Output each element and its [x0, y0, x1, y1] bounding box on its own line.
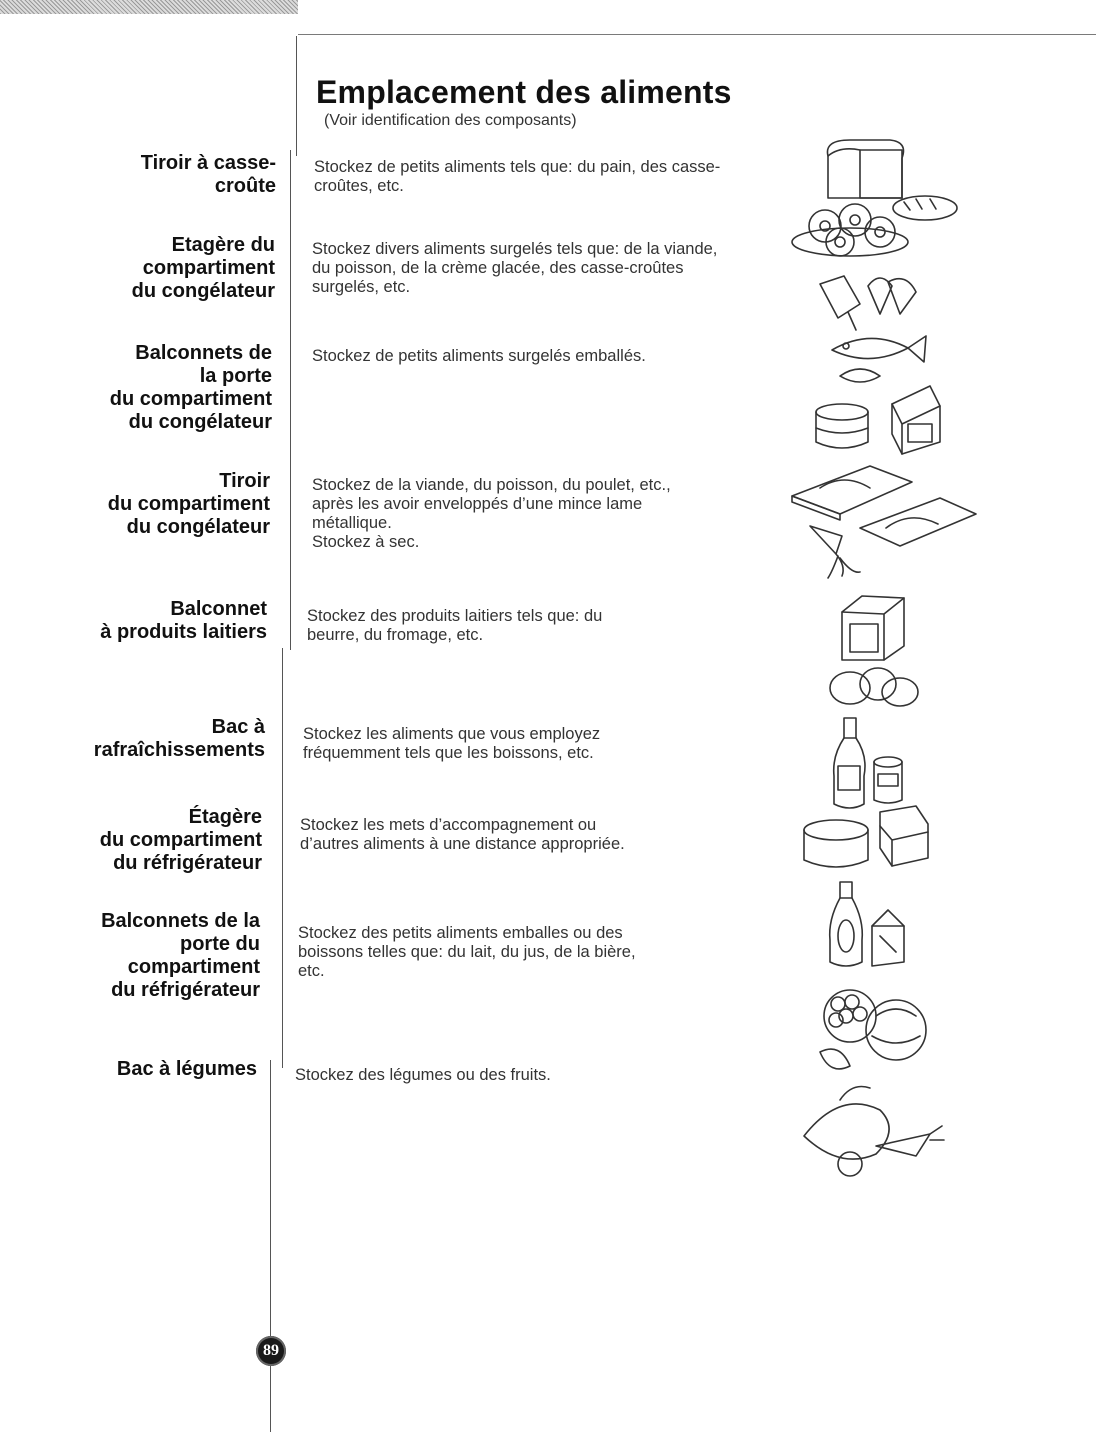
baguette-icon	[893, 196, 957, 220]
section-desc-dairy-bin: Stockez des produits laitiers tels que: du beurre, du fromage, etc.	[307, 607, 603, 644]
section-label-freezer-drawer: Tiroir du compartiment du congélateur	[107, 470, 270, 538]
section-label-snack-drawer: Tiroir à casse- croûte	[140, 152, 276, 197]
section-label-dairy-bin: Balconnet à produits laitiers	[100, 598, 267, 643]
carton-icon	[872, 910, 904, 966]
page-number-badge: 89	[256, 1336, 286, 1366]
section-desc-snack-drawer: Stockez de petits aliments tels que: du pain, des casse- croûtes, etc.	[314, 158, 721, 195]
ice-cream-icon	[820, 276, 916, 330]
fruit-icon	[820, 990, 926, 1069]
food-container-icon	[804, 806, 928, 867]
column-divider-mid	[290, 150, 291, 650]
jar-icon	[874, 757, 902, 803]
section-label-refreshment-bin: Bac à rafraîchissements	[93, 716, 265, 761]
section-desc-fridge-door-bins: Stockez des petits aliments emballes ou des boissons telles que: du lait, du jus, de la bière, etc.	[298, 924, 636, 980]
milk-bottle-icon	[830, 882, 863, 966]
eggs-icon	[830, 668, 918, 706]
butter-icon	[842, 596, 904, 660]
fish-icon	[832, 336, 926, 382]
page-title: Emplacement des aliments	[316, 74, 732, 110]
section-desc-freezer-shelf: Stockez divers aliments surgelés tels que: de la viande, du poisson, de la crème glacée, des casse-croûtes surgelés, etc.	[312, 240, 718, 296]
header-pattern	[0, 0, 298, 14]
column-divider-bottom	[270, 1060, 271, 1432]
header-rule	[298, 34, 1096, 35]
bread-icon	[827, 140, 903, 198]
can-icon	[816, 404, 868, 448]
wrapped-meat-icon	[792, 466, 976, 546]
bagels-icon	[792, 204, 908, 256]
column-divider-lower	[282, 648, 283, 1068]
bottle-icon	[834, 718, 865, 808]
section-desc-freezer-drawer: Stockez de la viande, du poisson, du poulet, etc., après les avoir enveloppés d’une mince lame métallique. Stockez à sec.	[312, 476, 671, 551]
vegetables-icon	[804, 1087, 944, 1177]
section-label-vegetable-bin: Bac à légumes	[116, 1058, 257, 1080]
column-divider-top	[296, 36, 297, 156]
section-desc-refreshment-bin: Stockez les aliments que vous employez fréquemment tels que les boissons, etc.	[303, 725, 601, 762]
section-label-fridge-door-bins: Balconnets de la porte du compartiment du réfrigérateur	[101, 910, 260, 1001]
squid-icon	[810, 526, 860, 578]
box-icon	[892, 386, 940, 454]
food-illustrations	[780, 136, 980, 1191]
page-subtitle: (Voir identification des composants)	[324, 112, 577, 129]
section-label-freezer-door-bins: Balconnets de la porte du compartiment du congélateur	[109, 342, 272, 433]
section-label-fridge-shelf: Étagère du compartiment du réfrigérateur	[99, 806, 262, 874]
section-desc-freezer-door-bins: Stockez de petits aliments surgelés emballés.	[312, 347, 646, 365]
section-label-freezer-shelf: Etagère du compartiment du congélateur	[131, 234, 275, 302]
section-desc-fridge-shelf: Stockez les mets d’accompagnement ou d’autres aliments à une distance appropriée.	[300, 816, 625, 853]
section-desc-vegetable-bin: Stockez des légumes ou des fruits.	[295, 1066, 551, 1084]
